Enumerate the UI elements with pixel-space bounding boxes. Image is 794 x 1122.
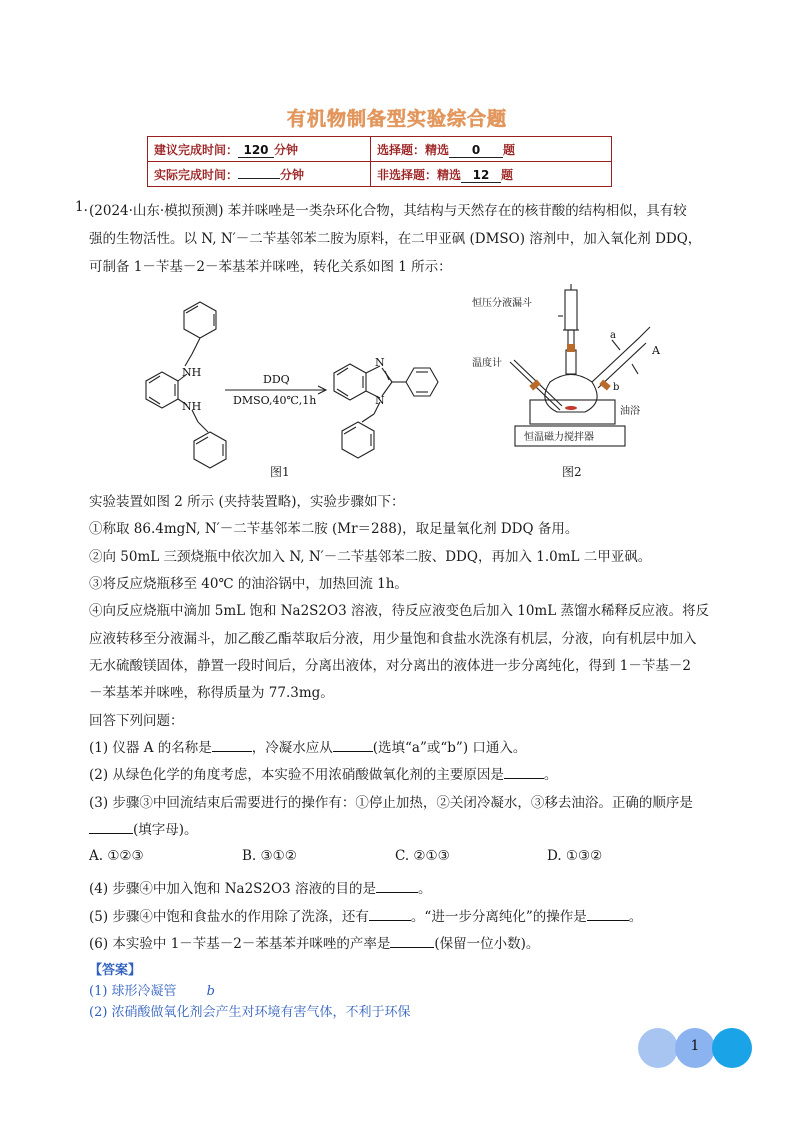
sub-question-4: (4) 步骤④中加入饱和 Na2S2O3 溶液的目的是 。 bbox=[89, 877, 431, 897]
sub-question-1: (1) 仪器 A 的名称是 ，冷凝水应从 (选填“a”或“b”) 口通入。 bbox=[89, 736, 526, 756]
stem-line-3: 可制备 1－苄基－2－苯基苯并咪唑，转化关系如图 1 所示： bbox=[89, 259, 452, 275]
reagent-bottom: DMSO,40℃,1h bbox=[233, 394, 317, 407]
reagent-top: DDQ bbox=[263, 373, 290, 386]
option-a[interactable]: A. ①②③ bbox=[89, 848, 144, 864]
fig2-thermo-label: 温度计 bbox=[472, 358, 502, 369]
fig2-bath-label: 油浴 bbox=[620, 406, 640, 417]
blank-q1-1[interactable] bbox=[212, 737, 252, 752]
sub-question-5: (5) 步骤④中饱和食盐水的作用除了洗涤，还有 。“进一步分离纯化”的操作是 。 bbox=[89, 905, 642, 925]
setup-line: 实验装置如图 2 所示 (夹持装置略)，实验步骤如下： bbox=[89, 494, 405, 510]
answer-header: 【答案】 bbox=[89, 963, 142, 978]
step-1: ①称取 86.4mgN, N′－二苄基邻苯二胺 (Mr＝288)，取足量氧化剂 DDQ 备用。 bbox=[89, 521, 579, 537]
page-number: 1 bbox=[690, 1038, 700, 1054]
blank-q3[interactable] bbox=[89, 819, 133, 834]
sub-question-3-cont: (填字母)。 bbox=[89, 818, 198, 838]
sub-question-2: (2) 从绿色化学的角度考虑，本实验不用浓硝酸做氧化剂的主要原因是 。 bbox=[89, 763, 557, 783]
option-c[interactable]: C. ②①③ bbox=[395, 848, 450, 864]
suggest-time-cell: 建议完成时间： 120 分钟 bbox=[148, 137, 371, 162]
page-badge-right bbox=[712, 1028, 752, 1068]
fig2-A-label: A bbox=[652, 344, 660, 357]
step-4-line-4: －苯基苯并咪唑，称得质量为 77.3mg。 bbox=[89, 685, 334, 701]
question-number: 1. bbox=[75, 199, 88, 215]
answer-1: (1) 球形冷凝管 b bbox=[89, 984, 215, 999]
choice-cell: 选择题：精选 0 题 bbox=[371, 137, 612, 162]
nh-bottom-label: NH bbox=[182, 400, 202, 413]
sub-question-6: (6) 本实验中 1－苄基－2－苯基苯并咪唑的产率是 (保留一位小数)。 bbox=[89, 932, 539, 952]
fig2-a-label: a bbox=[610, 330, 616, 341]
answer-prompt: 回答下列问题： bbox=[89, 713, 184, 729]
step-4-line-3: 无水硫酸镁固体，静置一段时间后，分离出液体，对分离出的液体进一步分离纯化，得到 1－苄基－2 bbox=[89, 658, 691, 674]
figure-1-caption: 图1 bbox=[270, 465, 290, 479]
time-table bbox=[147, 136, 612, 187]
blank-q4[interactable] bbox=[376, 878, 418, 893]
step-3: ③将反应烧瓶移至 40℃ 的油浴锅中，加热回流 1h。 bbox=[89, 576, 408, 592]
stem-line-2: 强的生物活性。以 N, N′－二苄基邻苯二胺为原料，在二甲亚砜 (DMSO) 溶剂中，加入氧化剂 DDQ， bbox=[89, 231, 702, 247]
nh-top-label: NH bbox=[182, 366, 202, 379]
blank-q5-2[interactable] bbox=[587, 906, 629, 921]
actual-time-cell: 实际完成时间： 分钟 bbox=[148, 162, 371, 187]
figure-2-caption: 图2 bbox=[562, 465, 582, 479]
blank-q1-2[interactable] bbox=[333, 737, 373, 752]
blank-q5-1[interactable] bbox=[369, 906, 411, 921]
blank-q6[interactable] bbox=[390, 933, 434, 948]
fig2-stirrer-label: 恒温磁力搅拌器 bbox=[524, 432, 594, 443]
nonchoice-cell: 非选择题：精选 12 题 bbox=[371, 162, 612, 187]
option-d[interactable]: D. ①③② bbox=[547, 848, 603, 864]
stem-line-1: (2024·山东·模拟预测) 苯并咪唑是一类杂环化合物，其结构与天然存在的核苷酸的结构相似，具有较 bbox=[89, 203, 687, 219]
answer-2: (2) 浓硝酸做氧化剂会产生对环境有害气体，不利于环保 bbox=[89, 1005, 411, 1020]
option-b[interactable]: B. ③①② bbox=[242, 848, 297, 864]
step-4-line-1: ④向反应烧瓶中滴加 5mL 饱和 Na2S2O3 溶液，待反应液变色后加入 10mL 蒸馏水稀释反应液。将反 bbox=[89, 603, 709, 619]
figure-1-reaction bbox=[130, 292, 450, 482]
sub-question-3: (3) 步骤③中回流结束后需要进行的操作有：①停止加热，②关闭冷凝水，③移去油浴。正确的顺序是 bbox=[89, 795, 693, 811]
page-title: 有机物制备型实验综合题 bbox=[286, 108, 507, 130]
step-4-line-2: 应液转移至分液漏斗，加乙酸乙酯萃取后分液，用少量饱和食盐水洗涤有机层，分液，向有机层中加入 bbox=[89, 631, 697, 647]
page-badge-left bbox=[638, 1028, 678, 1068]
step-2: ②向 50mL 三颈烧瓶中依次加入 N, N′－二苄基邻苯二胺、DDQ，再加入 1.0mL 二甲亚砜。 bbox=[89, 549, 652, 565]
blank-q2[interactable] bbox=[504, 764, 544, 779]
figure-2-apparatus bbox=[470, 282, 670, 457]
fig2-funnel-label: 恒压分液漏斗 bbox=[472, 298, 532, 309]
n-top-label: N bbox=[375, 356, 385, 369]
fig2-b-label: b bbox=[613, 382, 620, 393]
n-bottom-label: N bbox=[375, 394, 385, 407]
